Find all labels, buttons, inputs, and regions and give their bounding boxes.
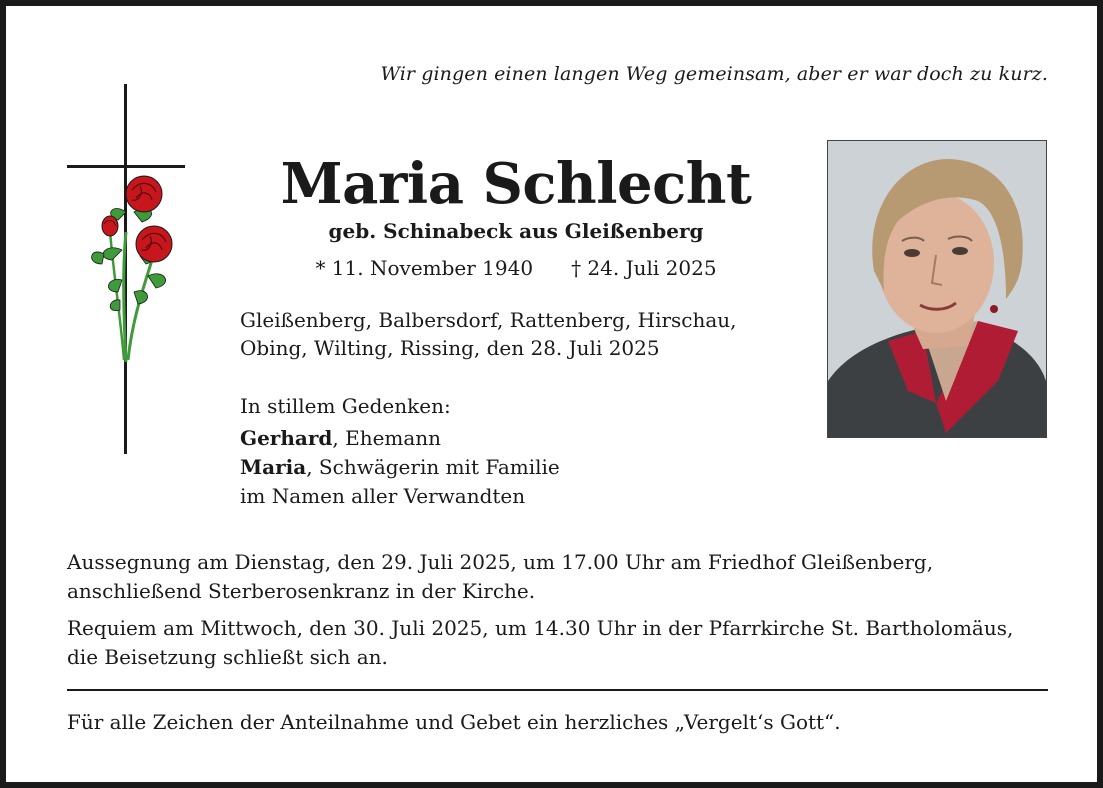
service-line: Aussegnung am Dienstag, den 29. Juli 2025, um 17.00 Uhr am Friedhof Gleißenberg, [67,550,934,574]
places-line: Obing, Wilting, Rissing, den 28. Juli 2025 [240,336,660,360]
mourners-list [240,424,560,511]
mourner-entry [240,453,560,482]
relatives-line: im Namen aller Verwandten [240,484,526,508]
birth-date: * 11. November 1940 [315,256,534,280]
places-line: Gleißenberg, Balbersdorf, Rattenberg, Hirschau, [240,308,737,332]
deceased-name: Maria Schlecht [280,151,752,217]
memory-label: In stillem Gedenken: [240,394,451,418]
requiem-line: Requiem am Mittwoch, den 30. Juli 2025, um 14.30 Uhr in der Pfarrkirche St. Bartholomäus, [67,616,1014,640]
mourner-relation: , Schwägerin mit Familie [306,455,560,479]
roses-icon [82,172,182,367]
portrait-photo [827,140,1047,438]
death-date: † 24. Juli 2025 [571,256,717,280]
life-dates [236,256,796,280]
mourner-entry [240,424,560,453]
funeral-blessing-info [67,548,1057,606]
motto-quote: Wir gingen einen langen Weg gemeinsam, aber er war doch zu kurz. [380,63,1048,85]
birth-name: geb. Schinabeck aus Gleißenberg [328,219,704,243]
thanks-note: Für alle Zeichen der Anteilnahme und Gebet ein herzliches „Vergelt‘s Gott“. [67,710,841,734]
divider [67,689,1048,691]
portrait-image [828,141,1046,437]
mourner-name: Gerhard [240,426,333,450]
service-line: anschließend Sterberosenkranz in der Kirche. [67,579,536,603]
places-and-date [240,306,800,362]
mourner-name: Maria [240,455,307,479]
requiem-line: die Beisetzung schließt sich an. [67,645,388,669]
cross-crossbar [67,165,185,168]
mourner-relation: , Ehemann [332,426,442,450]
requiem-info [67,614,1057,672]
